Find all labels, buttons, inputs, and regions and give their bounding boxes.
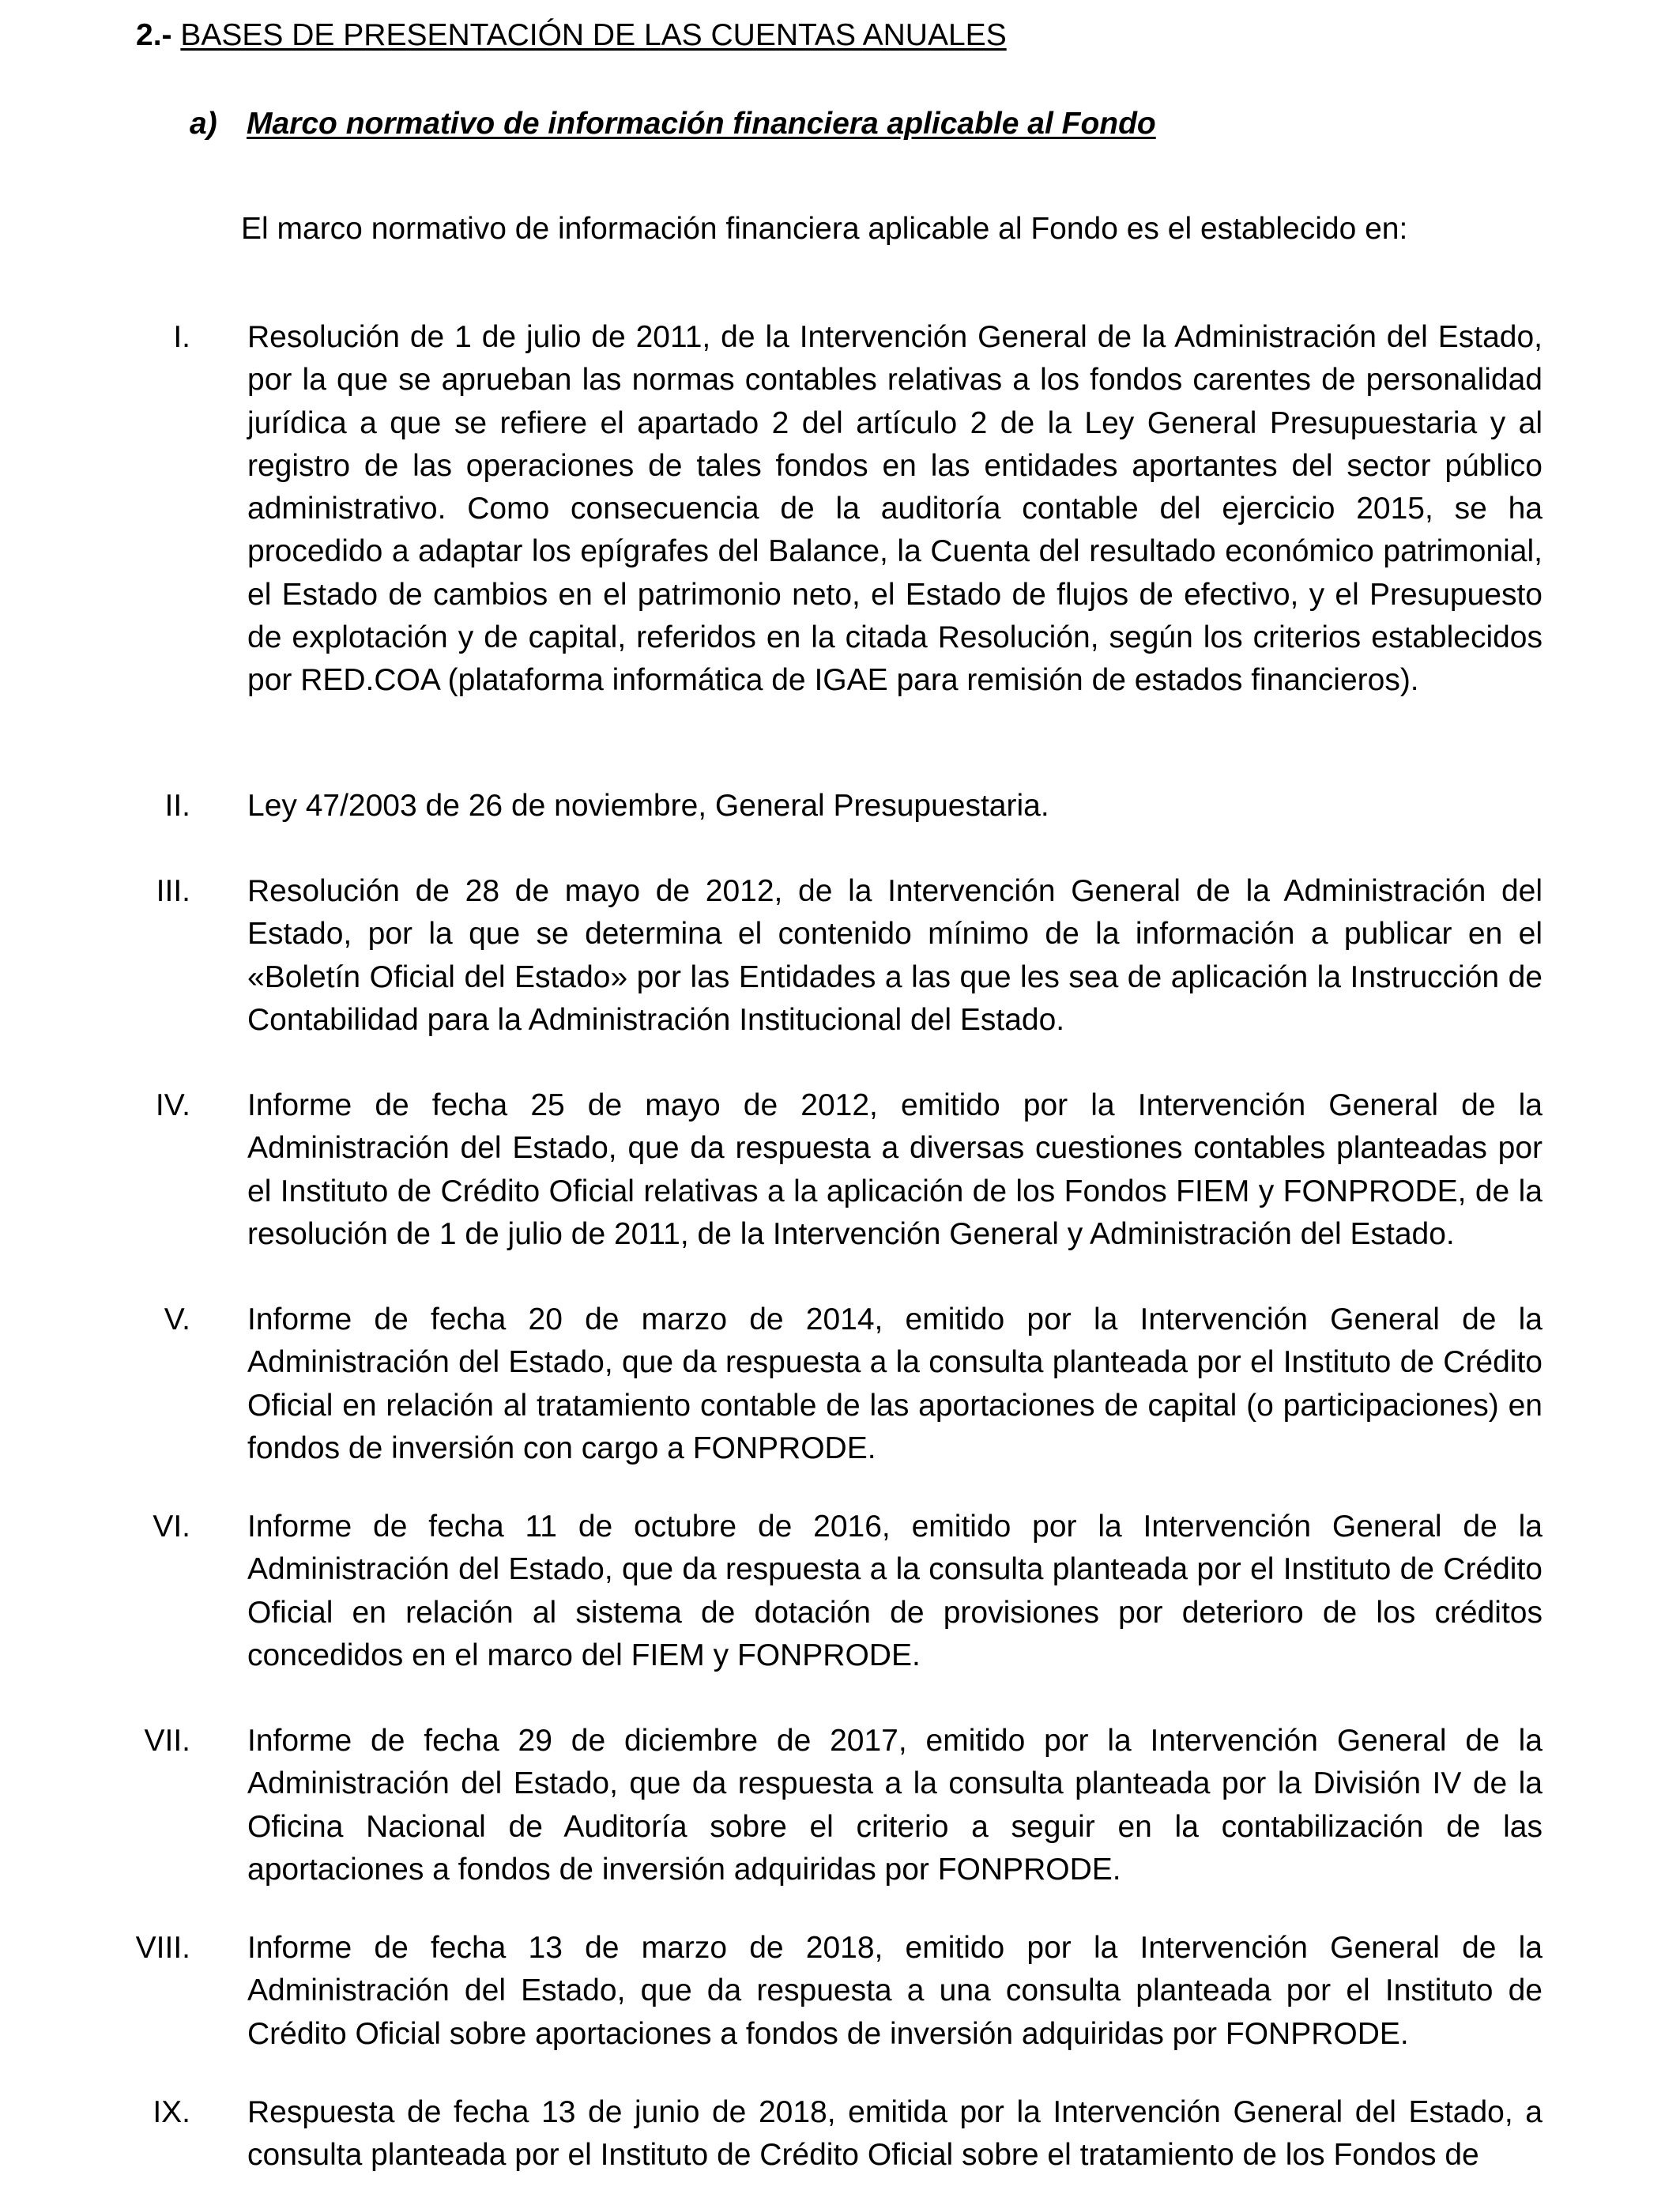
- list-item-text: Informe de fecha 13 de marzo de 2018, emitido por la Intervención General de la Administración del Estado, que da respuesta a una consulta planteada por el Instituto de Crédito Oficial sobre aportaciones a fondos de inversión adquiridas por FONPRODE.: [247, 1931, 1543, 2051]
- list-item-numeral: V.: [164, 1302, 190, 1336]
- list-item-numeral: III.: [156, 874, 190, 908]
- list-item-text: Informe de fecha 25 de mayo de 2012, emitido por la Intervención General de la Administración del Estado, que da respuesta a diversas cuestiones contables planteadas por el Instituto de Crédito Oficial relativas a la aplicación de los Fondos FIEM y FONPRODE, de la resolución de 1 de julio de 2011, de la Intervención General y Administración del Estado.: [247, 1088, 1543, 1251]
- list-item-numeral: IX.: [153, 2095, 190, 2129]
- list-item-numeral: VIII.: [135, 1931, 190, 1965]
- subsection-title: Marco normativo de información financiera aplicable al Fondo: [247, 107, 1156, 141]
- list-item-text: Respuesta de fecha 13 de junio de 2018, emitida por la Intervención General del Estado, a consulta planteada por el Instituto de Crédito Oficial sobre el tratamiento de los Fondos de: [247, 2095, 1543, 2173]
- list-item-text: Informe de fecha 20 de marzo de 2014, emitido por la Intervención General de la Administración del Estado, que da respuesta a la consulta planteada por el Instituto de Crédito Oficial en relación al tratamiento contable de las aportaciones de capital (o participaciones) en fondos de inversión con cargo a FONPRODE.: [247, 1302, 1543, 1465]
- section-heading: [136, 16, 1007, 55]
- list-item-text: Informe de fecha 29 de diciembre de 2017, emitido por la Intervención General de la Administración del Estado, que da respuesta a la consulta planteada por la División IV de la Oficina Nacional de Auditoría sobre el criterio a seguir en la contabilización de las aportaciones a fondos de inversión adquiridas por FONPRODE.: [247, 1724, 1543, 1887]
- section-title: BASES DE PRESENTACIÓN DE LAS CUENTAS ANUALES: [180, 18, 1007, 52]
- list-item-numeral: VII.: [144, 1724, 190, 1758]
- list-item-numeral: II.: [164, 789, 190, 823]
- list-item-numeral: IV.: [155, 1088, 190, 1122]
- subsection-letter: a): [190, 107, 217, 141]
- list-item-text: Ley 47/2003 de 26 de noviembre, General Presupuestaria.: [247, 789, 1049, 823]
- list-item-numeral: I.: [173, 320, 190, 354]
- list-item-numeral: VI.: [153, 1510, 190, 1544]
- list-item-text: Informe de fecha 11 de octubre de 2016, emitido por la Intervención General de la Administración del Estado, que da respuesta a la consulta planteada por el Instituto de Crédito Oficial en relación al sistema de dotación de provisiones por deterioro de los créditos concedidos en el marco del FIEM y FONPRODE.: [247, 1510, 1543, 1672]
- list-item-text: Resolución de 1 de julio de 2011, de la Intervención General de la Administración del Estado, por la que se aprueban las normas contables relativas a los fondos carentes de personalidad jurídica a que se refiere el apartado 2 del artículo 2 de la Ley General Presupuestaria y al registro de las operaciones de tales fondos en las entidades aportantes del sector público administrativo. Como consecuencia de la auditoría contable del ejercicio 2015, se ha procedido a adaptar los epígrafes del Balance, la Cuenta del resultado económico patrimonial, el Estado de cambios en el patrimonio neto, el Estado de flujos de efectivo, y el Presupuesto de explotación y de capital, referidos en la citada Resolución, según los criterios establecidos por RED.COA (plataforma informática de IGAE para remisión de estados financieros).: [247, 320, 1543, 698]
- list-item-text: Resolución de 28 de mayo de 2012, de la Intervención General de la Administración del Estado, por la que se determina el contenido mínimo de la información a publicar en el «Boletín Oficial del Estado» por las Entidades a las que les sea de aplicación la Instrucción de Contabilidad para la Administración Institucional del Estado.: [247, 874, 1543, 1037]
- section-number: 2.-: [136, 18, 172, 52]
- intro-paragraph: El marco normativo de información financiera aplicable al Fondo es el establecido en:: [241, 212, 1408, 246]
- subsection-heading: [190, 104, 1156, 144]
